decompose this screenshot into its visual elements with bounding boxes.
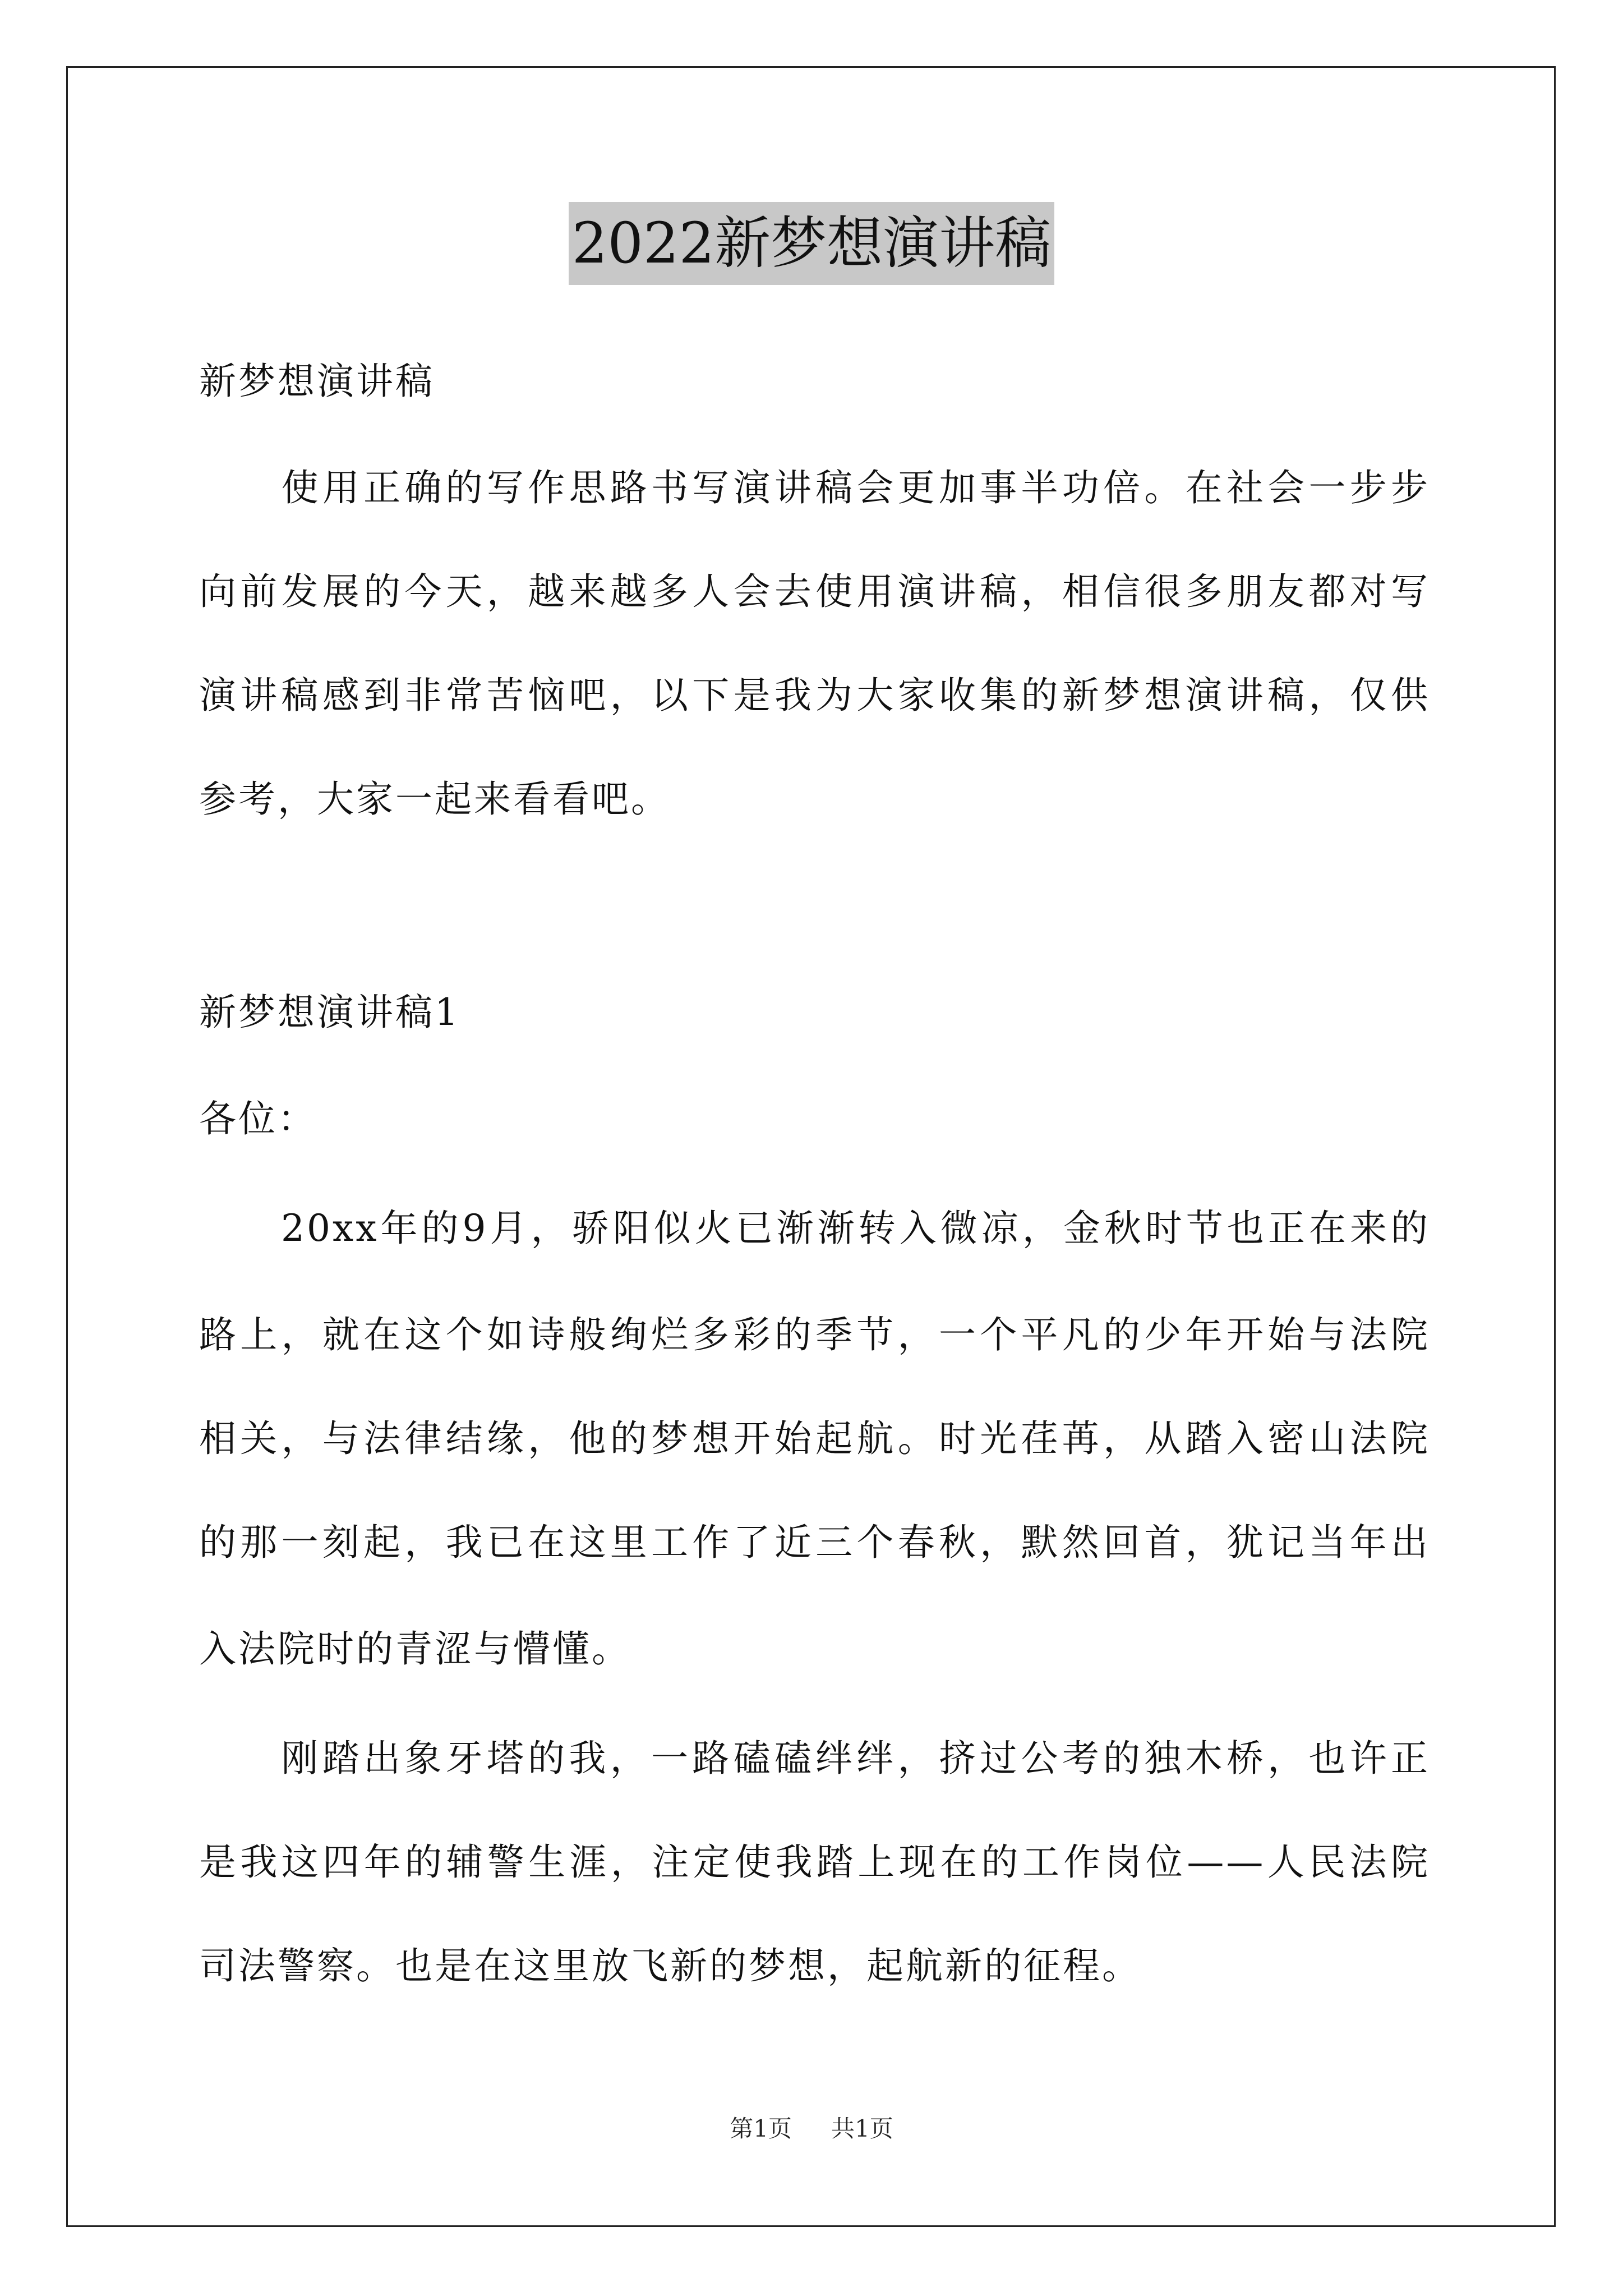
page-footer (0, 2112, 1623, 2146)
paragraph-line: 入法院时的青涩与懵懂。 (199, 1627, 631, 1671)
title-container (0, 202, 1623, 285)
paragraph-line: 路上，就在这个如诗般绚烂多彩的季节，一个平凡的少年开始与法院 (199, 1313, 1430, 1356)
subheading: 新梦想演讲稿 (199, 360, 435, 403)
paragraph-line: 的那一刻起，我已在这里工作了近三个春秋，默然回首，犹记当年出 (199, 1521, 1430, 1564)
paragraph-line: 司法警察。也是在这里放飞新的梦想，起航新的征程。 (199, 1944, 1141, 1987)
document-title: 2022新梦想演讲稿 (569, 202, 1055, 285)
paragraph-line: 20xx年的9月，骄阳似火已渐渐转入微凉，金秋时节也正在来的 (199, 1207, 1430, 1250)
page-number-current: 第1页 (730, 2115, 792, 2142)
section-heading: 新梦想演讲稿1 (199, 991, 460, 1034)
intro-line: 演讲稿感到非常苦恼吧，以下是我为大家收集的新梦想演讲稿，仅供 (199, 674, 1430, 717)
paragraph-line: 相关，与法律结缘，他的梦想开始起航。时光荏苒，从踏入密山法院 (199, 1417, 1430, 1460)
page-number-total: 共1页 (831, 2115, 893, 2142)
intro-line: 向前发展的今天，越来越多人会去使用演讲稿，相信很多朋友都对写 (199, 570, 1430, 613)
intro-line: 使用正确的写作思路书写演讲稿会更加事半功倍。在社会一步步 (199, 466, 1430, 509)
intro-line: 参考，大家一起来看看吧。 (199, 777, 670, 821)
paragraph-line: 是我这四年的辅警生涯，注定使我踏上现在的工作岗位——人民法院 (199, 1841, 1430, 1884)
paragraph-line: 刚踏出象牙塔的我，一路磕磕绊绊，挤过公考的独木桥，也许正 (199, 1737, 1430, 1780)
salutation: 各位： (199, 1097, 317, 1140)
